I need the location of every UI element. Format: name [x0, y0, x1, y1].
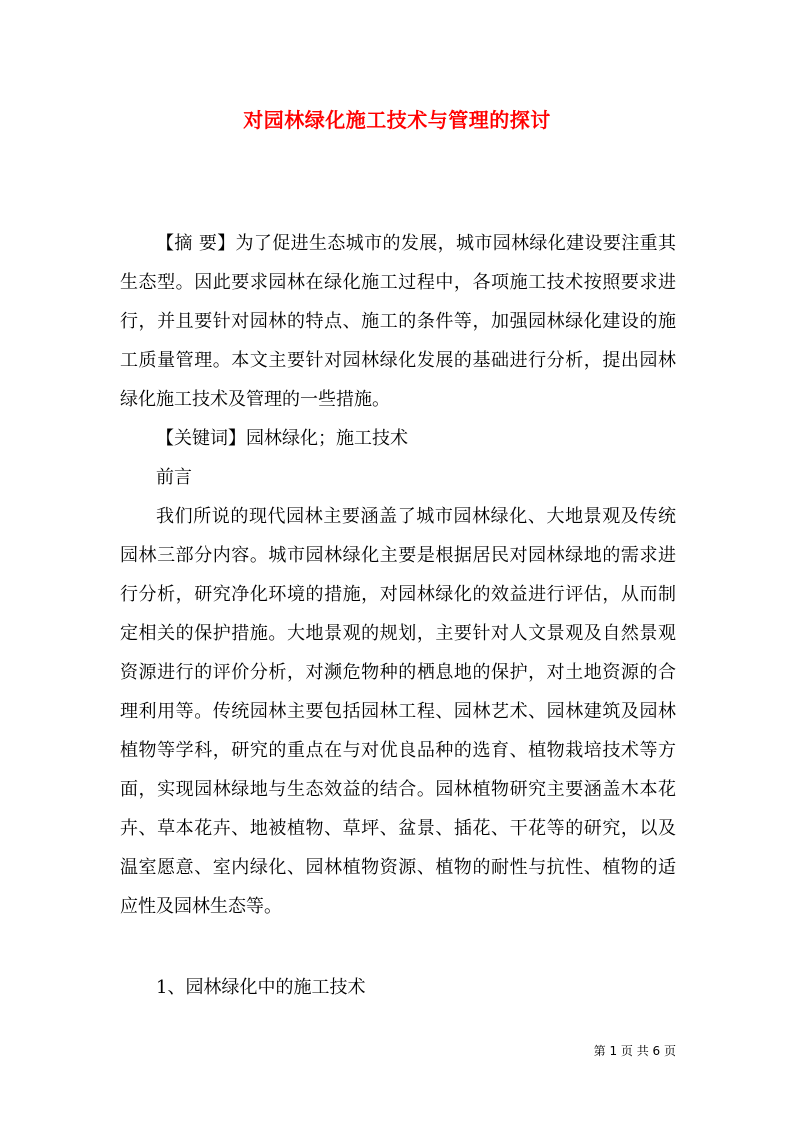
- body-paragraph: 我们所说的现代园林主要涵盖了城市园林绿化、大地景观及传统园林三部分内容。城市园林绿化主要是根据居民对园林绿地的需求进行分析，研究净化环境的措施，对园林绿化的效益进行评估，从而制定相关的保护措施。大地景观的规划，主要针对人文景观及自然景观资源进行的评价分析，对濒危物种的栖息地的保护，对土地资源的合理利用等。传统园林主要包括园林工程、园林艺术、园林建筑及园林植物等学科，研究的重点在与对优良品种的选育、植物栽培技术等方面，实现园林绿地与生态效益的结合。园林植物研究主要涵盖木本花卉、草本花卉、地被植物、草坪、盆景、插花、干花等的研究，以及温室愿意、室内绿化、园林植物资源、植物的耐性与抗性、植物的适应性及园林生态等。: [120, 506, 676, 917]
- section-heading: 1、园林绿化中的施工技术: [156, 977, 366, 998]
- keywords-paragraph: 【关键词】园林绿化；施工技术: [156, 428, 408, 449]
- abstract-paragraph: 【摘 要】为了促进生态城市的发展，城市园林绿化建设要注重其生态型。因此要求园林在绿化施工过程中，各项施工技术按照要求进行，并且要针对园林的特点、施工的条件等，加强园林绿化建设的施工质量管理。本文主要针对园林绿化发展的基础进行分析，提出园林绿化施工技术及管理的一些措施。: [120, 233, 676, 410]
- document-title: 对园林绿化施工技术与管理的探讨: [243, 108, 551, 132]
- document-body: [120, 224, 676, 926]
- preface-heading: 前言: [156, 467, 192, 488]
- page-footer: 第 1 页 共 6 页: [593, 1044, 676, 1058]
